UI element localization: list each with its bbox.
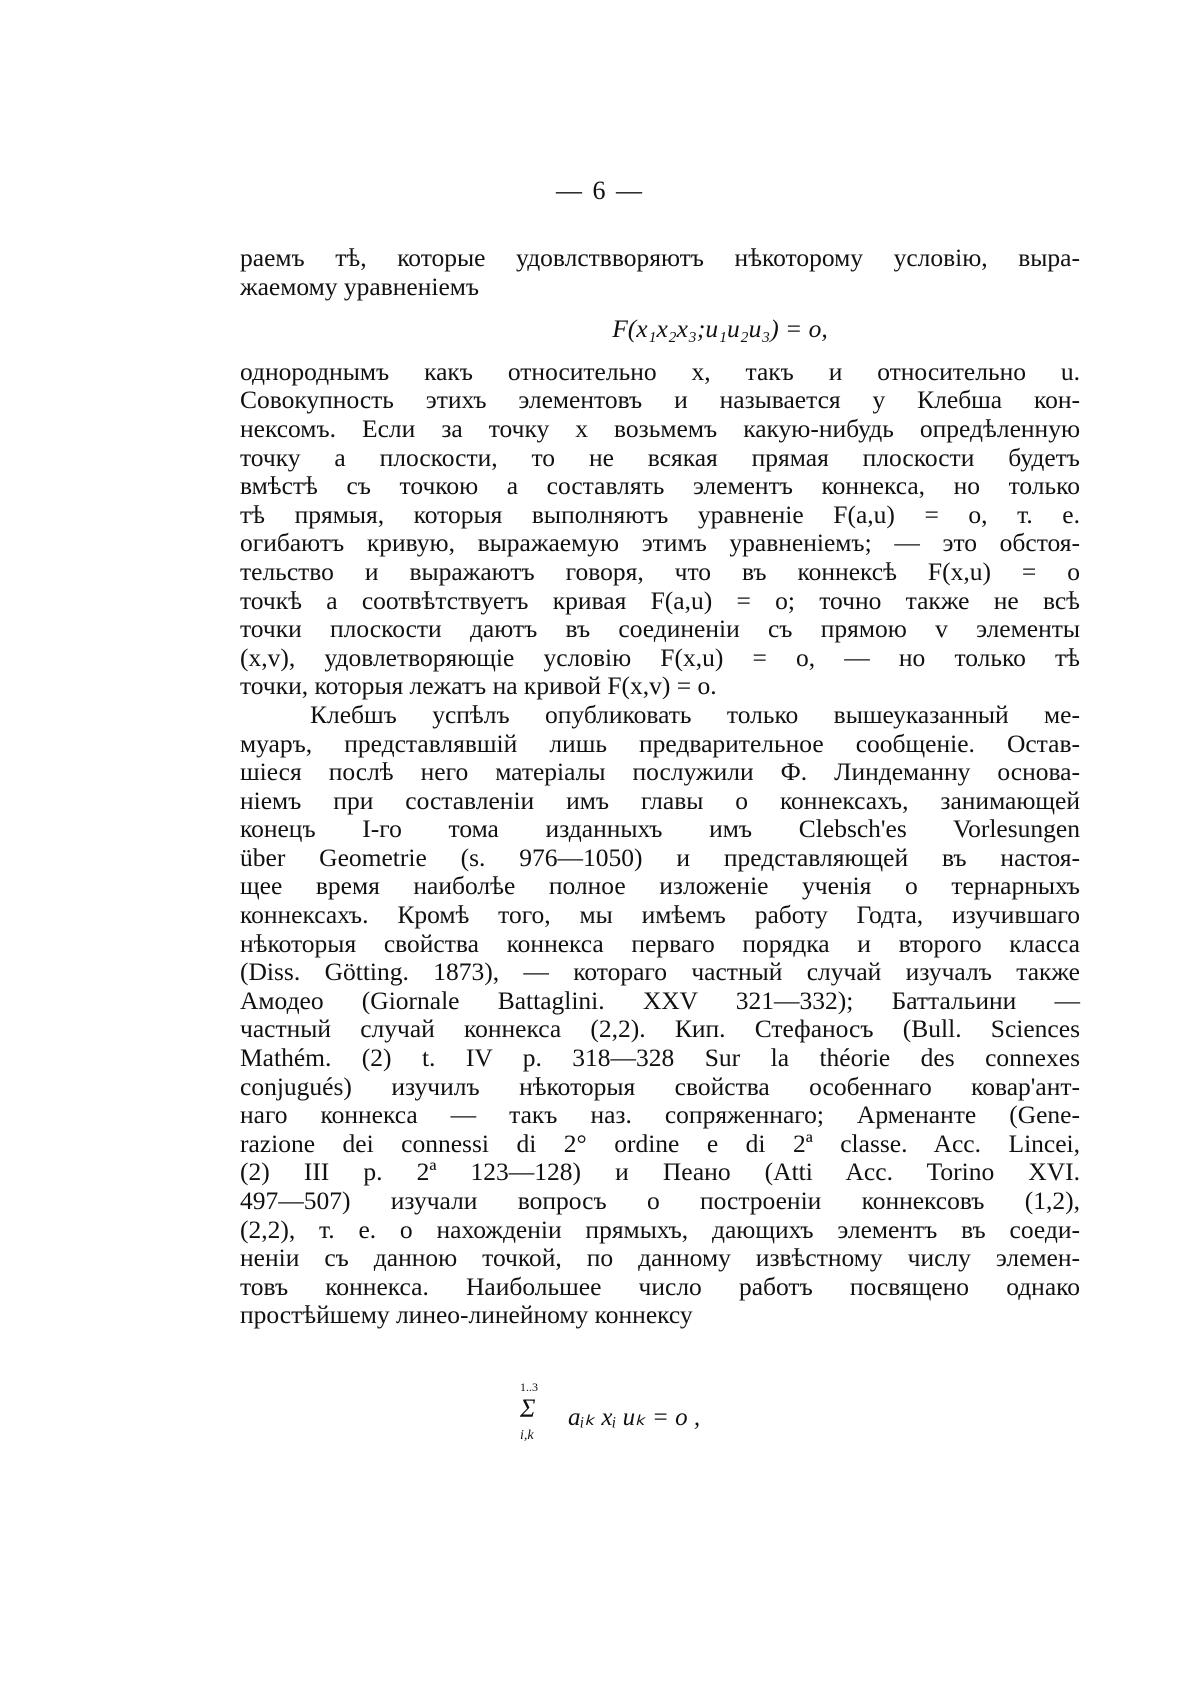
text-line: огибаютъ кривую, выражаемую этимъ уравненіемъ; — это обстоя- <box>240 528 1080 558</box>
text-line: тельство и выражаютъ говоря, что въ коннексѣ F(x,u) = o <box>240 556 1080 586</box>
text-line: товъ коннекса. Наибольшее число работъ посвящено однако <box>240 1271 1080 1301</box>
text-line: точку a плоскости, то не всякая прямая плоскости будетъ <box>240 442 1080 472</box>
text-line: razione dei connessi di 2° ordine e di 2ª classe. Acc. Lincei, <box>240 1128 1080 1158</box>
page-number: — 6 — <box>556 176 644 205</box>
text-line: нѣкоторыя свойства коннекса перваго порядка и второго класса <box>240 928 1080 958</box>
text-line: тѣ прямыя, которыя выполняютъ уравненіе F(a,u) = o, т. е. <box>240 499 1080 529</box>
text-line: Mathém. (2) t. IV p. 318—328 Sur la théorie des connexes <box>240 1043 1080 1073</box>
text-line: (x,v), удовлетворяющіе условію F(x,u) = o, — но только тѣ <box>240 642 1080 672</box>
text-line: вмѣстѣ съ точкою a составлять элементъ коннекса, но только <box>240 471 1080 501</box>
sum-expression: aᵢₖ xᵢ uₖ = o , <box>568 1404 701 1431</box>
text-line: конецъ I-го тома изданныхъ имъ Clebsch'es Vorlesungen <box>240 814 1080 844</box>
text-line: ніемъ при составленіи имъ главы о коннексахъ, занимающей <box>240 785 1080 815</box>
formula-connex: F(x₁x₂x₃;u₁u₂u₃) = o, <box>612 314 828 344</box>
sum-lower-limit: i,k <box>520 1428 534 1443</box>
text-line: неніи съ данною точкой, по данному извѣстному числу элемен- <box>240 1243 1080 1273</box>
formula-bilinear-sum <box>520 1380 920 1460</box>
text-line: 497—507) изучали вопросъ о построеніи коннексовъ (1,2), <box>240 1186 1080 1215</box>
text-line: Совокупность этихъ элементовъ и называется у Клебша кон- <box>240 385 1080 415</box>
text-line: щее время наиболѣе полное изложеніе ученія о тернарныхъ <box>240 871 1080 901</box>
text-line: точки плоскости даютъ въ соединеніи съ прямою v элементы <box>240 614 1080 644</box>
text-line: наго коннекса — такъ наз. сопряженнаго; Арменанте (Gene- <box>240 1100 1080 1130</box>
text-line: точкѣ a соотвѣтствуетъ кривая F(a,u) = o; точно также не всѣ <box>240 585 1080 615</box>
text-line: жаемому уравненіемъ <box>240 271 480 301</box>
text-line: раемъ тѣ, которые удовлствворяютъ нѣкоторому условію, выра- <box>240 243 1080 272</box>
text-line: нексомъ. Если за точку x возьмемъ какую-нибудь опредѣленную <box>240 413 1080 443</box>
text-line: шіеся послѣ него матеріалы послужили Ф. Линдеманну основа- <box>240 757 1080 787</box>
text-line: (Diss. Götting. 1873), — котораго частный случай изучалъ также <box>240 957 1080 987</box>
sum-sign: Σ <box>520 1394 536 1423</box>
text-line: Амодео (Giornale Battaglini. XXV 321—332); Баттальини — <box>240 985 1080 1015</box>
text-line: conjugués) изучилъ нѣкоторыя свойства особеннаго ковар'ант- <box>240 1071 1080 1101</box>
text-line: муаръ, представлявшій лишь предварительное сообщеніе. Остав- <box>240 728 1080 758</box>
text-line: частный случай коннекса (2,2). Кип. Стефаносъ (Bull. Sciences <box>240 1014 1080 1044</box>
text-line: коннексахъ. Кромѣ того, мы имѣемъ работу Годта, изучившаго <box>240 900 1080 930</box>
text-line: (2) III p. 2ª 123—128) и Пеано (Atti Acc. Torino XVI. <box>240 1157 1080 1187</box>
text-line: (2,2), т. е. о нахожденіи прямыхъ, дающихъ элементъ въ соеди- <box>240 1214 1080 1244</box>
text-line: Клебшъ успѣлъ опубликовать только вышеуказанный ме- <box>310 699 1080 729</box>
body-text <box>240 244 1080 1330</box>
text-line: простѣйшему линео-линейному коннексу <box>240 1300 693 1330</box>
text-line: однороднымъ какъ относительно x, такъ и относительно u. <box>240 356 1080 386</box>
sum-upper-limit: 1..3 <box>520 1380 538 1394</box>
text-line: über Geometrie (s. 976—1050) и представляющей въ настоя- <box>240 842 1080 872</box>
text-line: точки, которыя лежатъ на кривой F(x,v) = o. <box>240 671 717 701</box>
